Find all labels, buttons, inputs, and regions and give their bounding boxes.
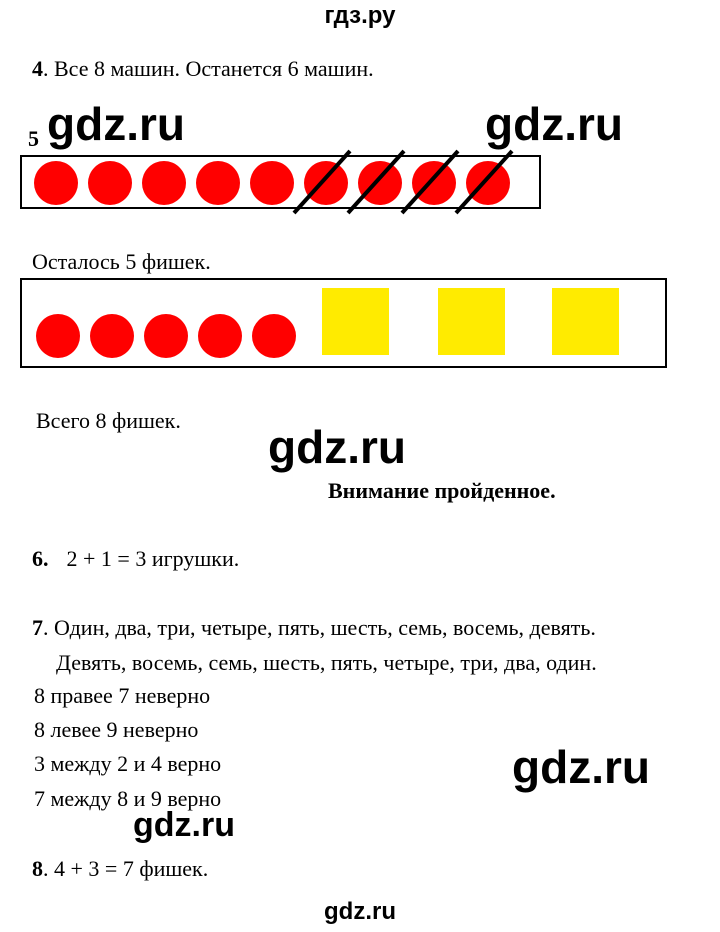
chip-circle-5 — [252, 314, 296, 358]
task7-counting-backward: Девять, восемь, семь, шесть, пять, четыре, три, два, один. — [56, 650, 597, 675]
task4-number: 4 — [32, 56, 43, 81]
task6-text: 2 + 1 = 3 игрушки. — [66, 546, 240, 571]
chip-square-1 — [322, 288, 389, 355]
strike-line-2 — [348, 151, 404, 213]
chip-circle-4 — [198, 314, 242, 358]
task7-counting-forward: . Один, два, три, четыре, пять, шесть, семь, восемь, девять. — [43, 615, 596, 640]
attention-heading: Внимание пройденное. — [328, 478, 556, 503]
strike-line-4 — [456, 151, 512, 213]
task7-statement-1: 8 правее 7 неверно — [34, 683, 211, 708]
task5-row1-box — [20, 155, 541, 209]
task8-text: . 4 + 3 = 7 фишек. — [43, 856, 209, 881]
chip-circle-3 — [144, 314, 188, 358]
task5-number: 5 — [28, 126, 39, 151]
strike-line-1 — [294, 151, 350, 213]
task5-total: Всего 8 фишек. — [36, 408, 181, 433]
task7-statement-2: 8 левее 9 неверно — [34, 717, 199, 742]
task5-remaining: Осталось 5 фишек. — [32, 249, 211, 274]
task7-number: 7 — [32, 615, 43, 640]
strike-lines — [22, 157, 543, 211]
task7-statement-3: 3 между 2 и 4 верно — [34, 751, 222, 776]
watermark-lower-right: gdz.ru — [512, 741, 650, 793]
task6-number: 6. — [32, 546, 49, 571]
chip-square-2 — [438, 288, 505, 355]
watermark-lower-left: gdz.ru — [133, 806, 235, 844]
watermark-top-right: gdz.ru — [485, 98, 623, 150]
chip-circle-1 — [36, 314, 80, 358]
task4-line — [32, 56, 374, 82]
task4-text: . Все 8 машин. Останется 6 машин. — [43, 56, 374, 81]
strike-line-3 — [402, 151, 458, 213]
watermark-top-left: gdz.ru — [47, 98, 185, 150]
task7-statement-4: 7 между 8 и 9 верно — [34, 786, 222, 811]
task7-line1 — [32, 615, 596, 641]
task8-line — [32, 856, 208, 882]
chip-square-3 — [552, 288, 619, 355]
site-header: гдз.ру — [324, 2, 396, 29]
watermark-middle: gdz.ru — [268, 421, 406, 473]
task8-number: 8 — [32, 856, 43, 881]
task6-line — [32, 546, 239, 572]
chip-circle-2 — [90, 314, 134, 358]
watermark-bottom: gdz.ru — [324, 898, 396, 925]
task5-row2-box — [20, 278, 667, 368]
